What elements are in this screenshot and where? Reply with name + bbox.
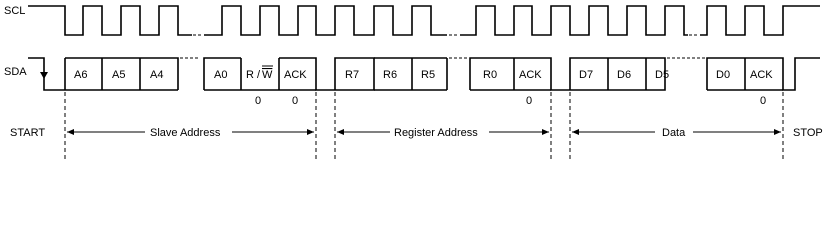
bit-d5: D5 bbox=[655, 69, 670, 81]
bit-d7: D7 bbox=[579, 69, 594, 81]
bit-ack-3: ACK bbox=[750, 69, 773, 81]
bit-a4: A4 bbox=[150, 69, 164, 81]
sda-label: SDA bbox=[4, 66, 27, 78]
rw-value: 0 bbox=[255, 95, 262, 107]
bit-r5: R5 bbox=[421, 69, 436, 81]
slave-address-label: Slave Address bbox=[150, 127, 221, 139]
data-label: Data bbox=[662, 127, 686, 139]
start-label: START bbox=[10, 127, 46, 139]
section-markers bbox=[65, 92, 783, 159]
bit-labels bbox=[74, 66, 773, 81]
scl-label: SCL bbox=[4, 5, 26, 17]
bit-r0: R0 bbox=[483, 69, 498, 81]
bit-a0: A0 bbox=[214, 69, 228, 81]
bit-r7: R7 bbox=[345, 69, 360, 81]
start-condition-arrow-icon bbox=[40, 62, 48, 79]
bit-a6: A6 bbox=[74, 69, 88, 81]
ack2-value: 0 bbox=[526, 95, 533, 107]
bit-values bbox=[255, 95, 766, 107]
bit-ack-2: ACK bbox=[519, 69, 542, 81]
stop-label: STOP bbox=[793, 127, 823, 139]
bit-d0: D0 bbox=[716, 69, 731, 81]
bit-rw-r: R / bbox=[246, 69, 261, 81]
ack3-value: 0 bbox=[760, 95, 767, 107]
bit-a5: A5 bbox=[112, 69, 126, 81]
bit-ack-1: ACK bbox=[284, 69, 307, 81]
bit-rw-w: W bbox=[262, 69, 273, 81]
ack1-value: 0 bbox=[292, 95, 299, 107]
register-address-label: Register Address bbox=[394, 127, 478, 139]
scl-waveform bbox=[28, 6, 820, 35]
bit-r6: R6 bbox=[383, 69, 398, 81]
bit-d6: D6 bbox=[617, 69, 632, 81]
